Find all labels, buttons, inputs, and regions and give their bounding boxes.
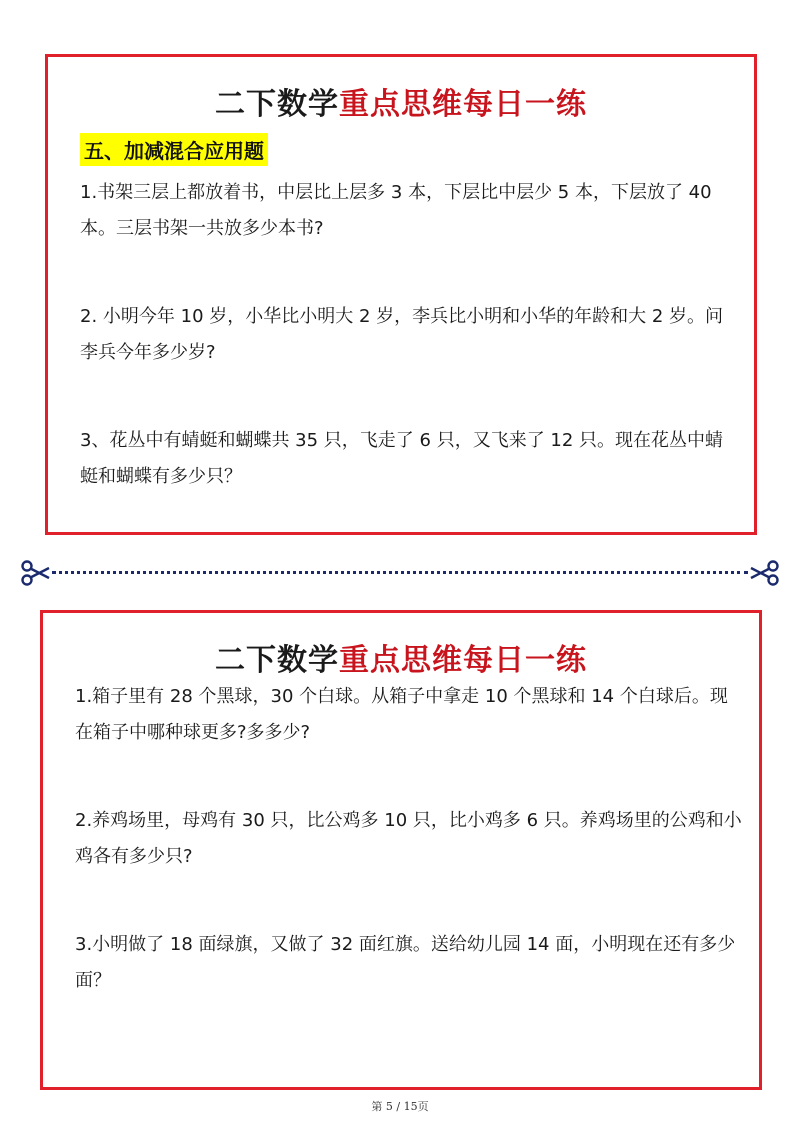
- section-heading: 五、加减混合应用题: [80, 133, 268, 166]
- page-number: 第 5 / 15页: [371, 1100, 429, 1113]
- question-2: 2.养鸡场里，母鸡有 30 只，比公鸡多 10 只，比小鸡多 6 只。养鸡场里的公鸡和小鸡各有多少只?: [75, 810, 742, 867]
- question-1: 1.书架三层上都放着书，中层比上层多 3 本，下层比中层少 5 本，下层放了 40 本。三层书架一共放多少本书?: [80, 182, 712, 239]
- card-title: [43, 635, 759, 679]
- cut-line: [20, 560, 780, 586]
- dotted-cut-line: [52, 571, 748, 574]
- title-part-black: 二下数学: [215, 87, 339, 122]
- question-2: 2. 小明今年 10 岁，小华比小明大 2 岁，李兵比小明和小华的年龄和大 2 岁。问李兵今年多少岁?: [80, 306, 724, 363]
- card-title: [48, 79, 754, 123]
- scissors-icon: [750, 560, 780, 586]
- worksheet-card-2: [40, 610, 762, 1090]
- title-part-black: 二下数学: [215, 643, 339, 678]
- question-1: 1.箱子里有 28 个黑球，30 个白球。从箱子中拿走 10 个黑球和 14 个白球后。现在箱子中哪种球更多?多多少?: [75, 686, 728, 743]
- worksheet-card-1: [45, 54, 757, 535]
- title-part-red: 重点思维每日一练: [339, 87, 587, 122]
- question-3: 3.小明做了 18 面绿旗，又做了 32 面红旗。送给幼儿园 14 面，小明现在还有多少面？: [75, 934, 736, 991]
- title-part-red: 重点思维每日一练: [339, 643, 587, 678]
- scissors-icon: [20, 560, 50, 586]
- question-3: 3、花丛中有蜻蜓和蝴蝶共 35 只，飞走了 6 只，又飞来了 12 只。现在花丛中蜻蜓和蝴蝶有多少只？: [80, 430, 724, 487]
